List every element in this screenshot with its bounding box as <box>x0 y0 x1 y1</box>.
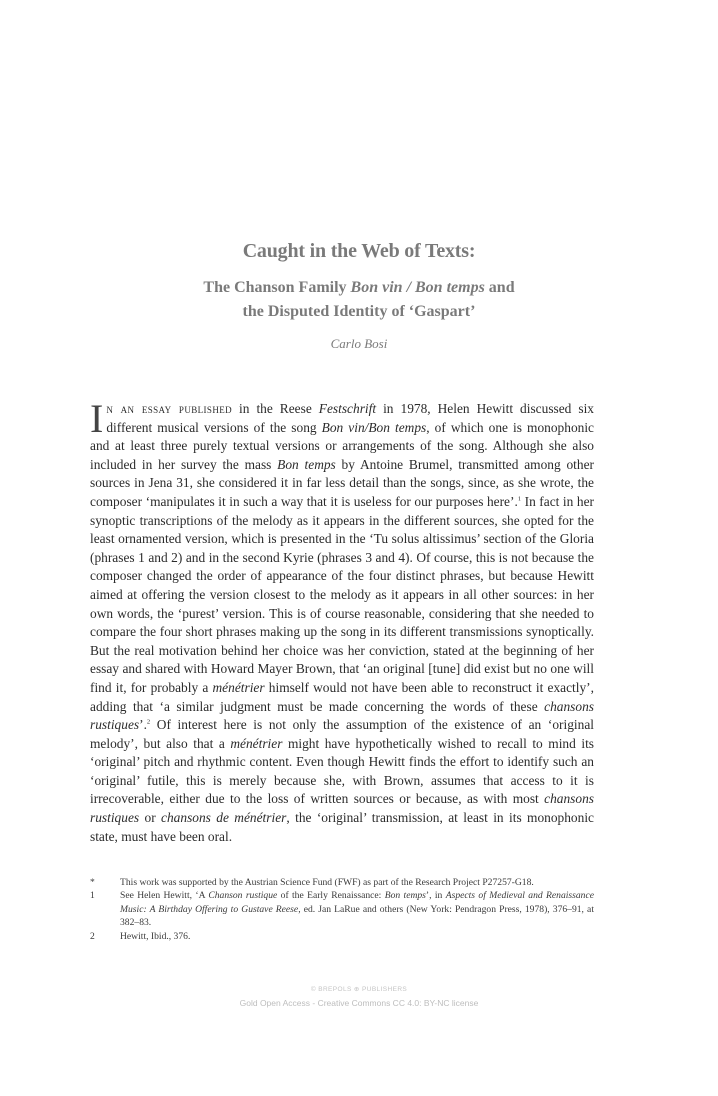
text-run: by Antoine Brumel, transmitted among other sources in Jena 31, she considered it in far less detail than the songs, since, as she wrote, the composer ‘manipulates it in such a way that it is useless for our purposes here’. <box>90 456 594 509</box>
author-name: Carlo Bosi <box>330 336 388 351</box>
subtitle-text: The Chanson Family <box>203 279 351 296</box>
chapter-subtitle <box>0 276 718 324</box>
text-run: of the Early Renaissance: <box>277 890 385 902</box>
subtitle-text-end: and <box>484 279 515 296</box>
body-paragraph <box>90 396 595 846</box>
footnote-text: This work was supported by the Austrian Science Fund (FWF) as part of the Research Project P27257-G18. <box>120 877 534 888</box>
italic-run: Bon temps <box>277 456 336 472</box>
footnote-1 <box>90 889 594 929</box>
text-run: See Helen Hewitt, ‘A <box>120 890 209 902</box>
text-run: in the Reese <box>232 401 319 416</box>
italic-run: chansons de ménétrier <box>161 810 287 826</box>
footnote-star <box>90 876 594 889</box>
opening-smallcaps: n an essay published <box>106 401 233 416</box>
footnote-mark: * <box>90 877 95 888</box>
footnote-ref-2[interactable]: 2 <box>146 718 151 726</box>
text-run: ’. <box>139 717 147 733</box>
italic-run: Aspects of Medieval and Renaissance Music: A Birthday Offering to Gustave Reese <box>120 890 594 915</box>
italic-run: Festschrift <box>318 401 377 416</box>
footnote-mark: 1 <box>90 890 95 902</box>
text-run: in 1978, Helen Hewitt discussed six different musical versions of the song <box>106 401 595 435</box>
text-run: ’, in <box>425 890 446 902</box>
italic-run: chansons rustiques <box>90 698 594 733</box>
text-run: , the ‘original’ transmission, at least in its monophonic state, must have been oral. <box>90 810 594 844</box>
italic-run: Bon vin/Bon temps <box>321 419 427 435</box>
text-run: or <box>139 810 162 826</box>
footnote-text <box>120 889 594 929</box>
italic-run: chansons rustiques <box>90 791 594 826</box>
publisher-mark: © BREPOLS ⊕ PUBLISHERS <box>310 986 408 993</box>
drop-cap: I <box>90 396 104 441</box>
footnote-2 <box>90 930 594 943</box>
footnote-mark: 2 <box>90 930 95 942</box>
text-run: , ed. Jan LaRue and others (New York: Pendragon Press, 1978), 376–91, at 382–83. <box>120 903 594 929</box>
license-notice: Gold Open Access - Creative Commons CC 4.0: BY-NC license <box>239 998 479 1008</box>
subtitle-line2: the Disputed Identity of ‘Gaspart’ <box>242 303 476 320</box>
chapter-title: Caught in the Web of Texts: <box>242 240 476 262</box>
text-run: himself would not have been able to reconstruct it exactly’, adding that ‘a similar judgment must be made concerning the words of these <box>90 679 594 714</box>
italic-run: Bon temps <box>384 890 426 902</box>
text-run: In fact in her synoptic transcriptions of the melody as it appears in the different sources, she opted for the least ornamented version, which is presented in the ‘Tu solus altissimus’ section of the Gloria (phrases 1 and 2) and in the second Kyrie (phrases 3 and 4). Of course, this is not because the composer changed the order of appearance of the four distinct phrases, but because Hewitt aimed at offering the version closest to the melody as it appears in all other sources: in her own words, the ‘purest’ version. This is of course reasonable, considering that she needed to compare the four short phrases making up the song in its different transmissions synoptically. But the real motivation behind her choice was her conviction, stated at the beginning of her essay and shared with Howard Mayer Brown, that ‘an original [tune] did exist but no one will find it, for probably a <box>90 493 594 695</box>
text-run: might have hypothetically wished to recall to mind its ‘original’ pitch and rhythmic content. Even though Hewitt finds the effort to identify such an ‘original’ futile, this is merely because she, with Brown, assumes that access to it is irrecoverable, either due to the loss of written sources or because, as with most <box>90 735 594 807</box>
footnote-text: Hewitt, Ibid., 376. <box>120 930 191 942</box>
footnotes <box>90 876 594 943</box>
italic-run: ménétrier <box>230 735 283 751</box>
subtitle-italic: Bon vin / Bon temps <box>350 279 485 296</box>
text-run: Of interest here is not only the assumption of the existence of an ‘original melody’, but also that a <box>90 717 594 751</box>
italic-run: ménétrier <box>212 679 265 695</box>
footnote-ref-1[interactable]: 1 <box>517 495 522 503</box>
italic-run: Chanson rustique <box>208 890 278 902</box>
text-run: , of which one is monophonic and at least three purely textual versions or arrangements of the song. Although she also included in her survey the mass <box>90 419 595 472</box>
